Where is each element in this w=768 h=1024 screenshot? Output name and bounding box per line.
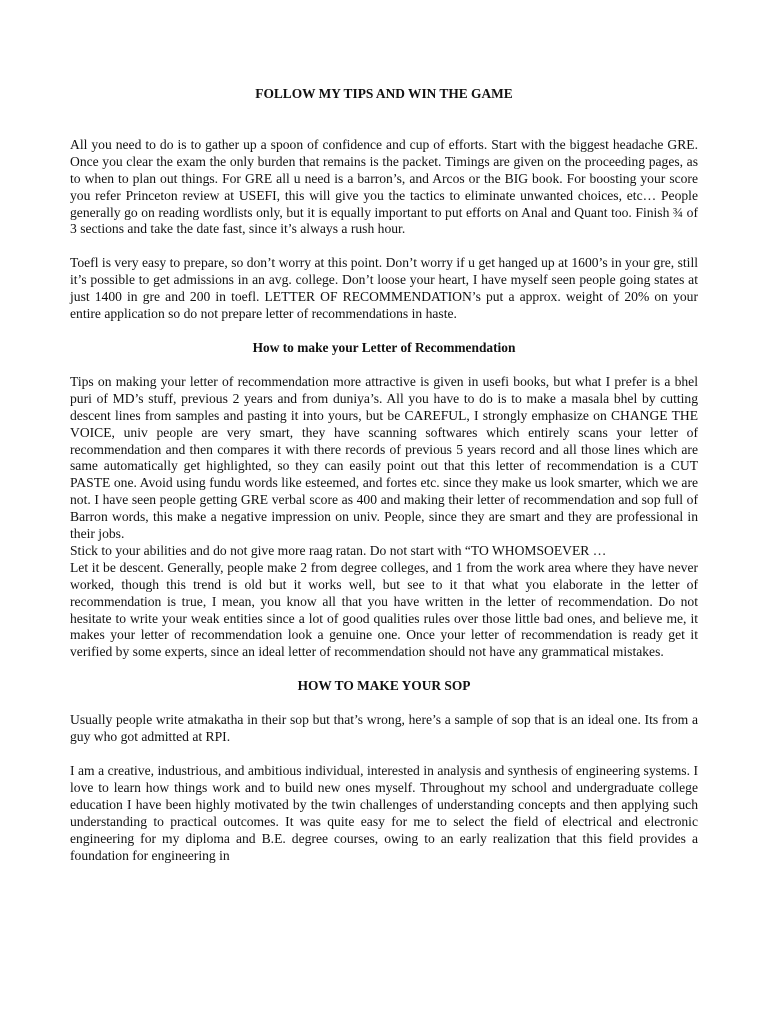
intro-paragraph-1: All you need to do is to gather up a spoon of confidence and cup of efforts. Start with the biggest headache GRE. Once you clear the exam the only burden that remains is the packet. Timings are given on the proceeding pages, as to when to plan out things. For GRE all u need is a barron’s, and Arcos or the BIG book. For boosting your score you refer Princeton review at USEFI, this will give you the tactics to eliminate unwanted choices, etc… People generally go on reading wordlists only, but it is equally important to put efforts on Anal and Quant too. Finish ¾ of 3 sections and take the date fast, since it’s always a rush hour.: [70, 136, 698, 237]
intro-paragraph-2: Toefl is very easy to prepare, so don’t worry at this point. Don’t worry if u get hanged up at 1600’s in your gre, still it’s possible to get admissions in an avg. college. Don’t loose your heart, I have myself seen people going states at just 1400 in gre and 200 in toefl. LETTER OF RECOMMENDATION’s put a approx. weight of 20% on your entire application so do not prepare letter of recommendations in haste.: [70, 255, 698, 322]
lor-paragraph-1: Tips on making your letter of recommendation more attractive is given in usefi books, but what I prefer is a bhel puri of MD’s stuff, previous 2 years and from duniya’s. All you have to do is to make a masala bhel by cutting descent lines from samples and pasting it into yours, but be CAREFUL, I strongly emphasize on CHANGE THE VOICE, univ people are very smart, they have scanning softwares which entirely scans your letter of recommendation and then compares it with there records of previous 5 years record and all those lines which are same automatically get highlighted, so they can easily point out that this letter of recommendation is a CUT PASTE one. Avoid using fundu words like esteemed, and fortes etc. since they make us look smarter, which we are not. I have seen people getting GRE verbal score as 400 and making their letter of recommendation and sop full of Barron words, this make a negative impression on univ. People, since they are smart and they are professional in their jobs.: [70, 373, 698, 542]
sop-paragraph-2: I am a creative, industrious, and ambitious individual, interested in analysis and synthesis of engineering systems. I love to learn how things work and to build new ones myself. Throughout my school and undergraduate college education I have been highly motivated by the twin challenges of understanding concepts and then applying such understanding to practical outcomes. It was quite easy for me to select the field of electrical and electronic engineering for my diploma and B.E. degree courses, owing to an early realization that this field provides a foundation for engineering in: [70, 763, 698, 863]
lor-paragraph-3: Let it be descent. Generally, people make 2 from degree colleges, and 1 from the work area where they have never worked, though this trend is old but it works well, but see to it that what you elaborate in the letter of recommendation is true, I mean, you know all that you have written in the letter of recommendation. Do not hesitate to write your weak entities since a lot of good qualities rules over those little bad ones, and believe me, it makes your letter of recommendation look a genuine one. Once your letter of recommendation is ready get it verified by some experts, since an ideal letter of recommendation should not have any grammatical mistakes.: [70, 559, 698, 660]
lor-paragraph-2: Stick to your abilities and do not give more raag ratan. Do not start with “TO WHOMSOEVER …: [70, 542, 607, 558]
sop-heading: HOW TO MAKE YOUR SOP: [297, 678, 471, 694]
document-page: [70, 86, 698, 864]
document-title: FOLLOW MY TIPS AND WIN THE GAME: [255, 86, 513, 101]
sop-paragraph-1: Usually people write atmakatha in their sop but that’s wrong, here’s a sample of sop that is an ideal one. Its from a guy who got admitted at RPI.: [70, 712, 698, 745]
lor-heading: How to make your Letter of Recommendation: [252, 339, 516, 355]
